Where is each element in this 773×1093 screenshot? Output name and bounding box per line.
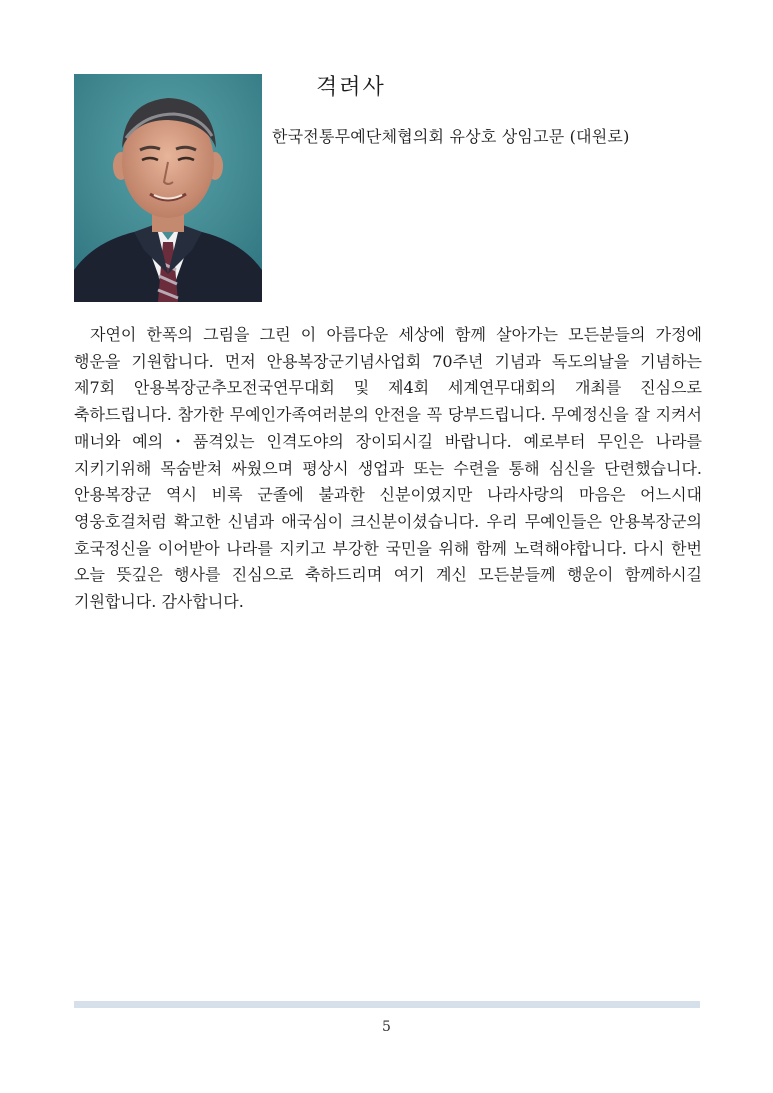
footer-divider <box>74 1001 700 1008</box>
author-byline: 한국전통무예단체협의회 유상호 상임고문 (대원로) <box>272 127 630 146</box>
page-number: 5 <box>382 1019 391 1035</box>
portrait-photo <box>74 74 262 302</box>
speech-body: 자연이 한폭의 그림을 그린 이 아름다운 세상에 함께 살아가는 모든분들의 가정에 행운을 기원합니다. 먼저 안용복장군기념사업회 70주년 기념과 독도의날을 기념하는 제7회 안용복장군추모전국연무대회 및 제4회 세계연무대회의 개최를 진심으로 축하드립니다. 참가한 무예인가족여러분의 안전을 꼭 당부드립니다. 무예정신을 잘 지켜서 매너와 예의・품격있는 인격도야의 장이되시길 바랍니다. 예로부터 무인은 나라를 지키기위해 목숨받쳐 싸웠으며 평상시 생업과 또는 수련을 통해 심신을 단련했습니다. 안용복장군 역시 비록 군졸에 불과한 신분이였지만 나라사랑의 마음은 어느시대 영웅호걸처럼 확고한 신념과 애국심이 크신분이셨습니다. 우리 무예인들은 안용복장군의 호국정신을 이어받아 나라를 지키고 부강한 국민을 위해 함께 노력해야합니다. 다시 한번 오늘 뜻깊은 행사를 진심으로 축하드리며 여기 계신 모든분들께 행운이 함께하시길 기원합니다. 감사합니다. <box>74 325 702 612</box>
page-title: 격려사 <box>316 75 386 100</box>
